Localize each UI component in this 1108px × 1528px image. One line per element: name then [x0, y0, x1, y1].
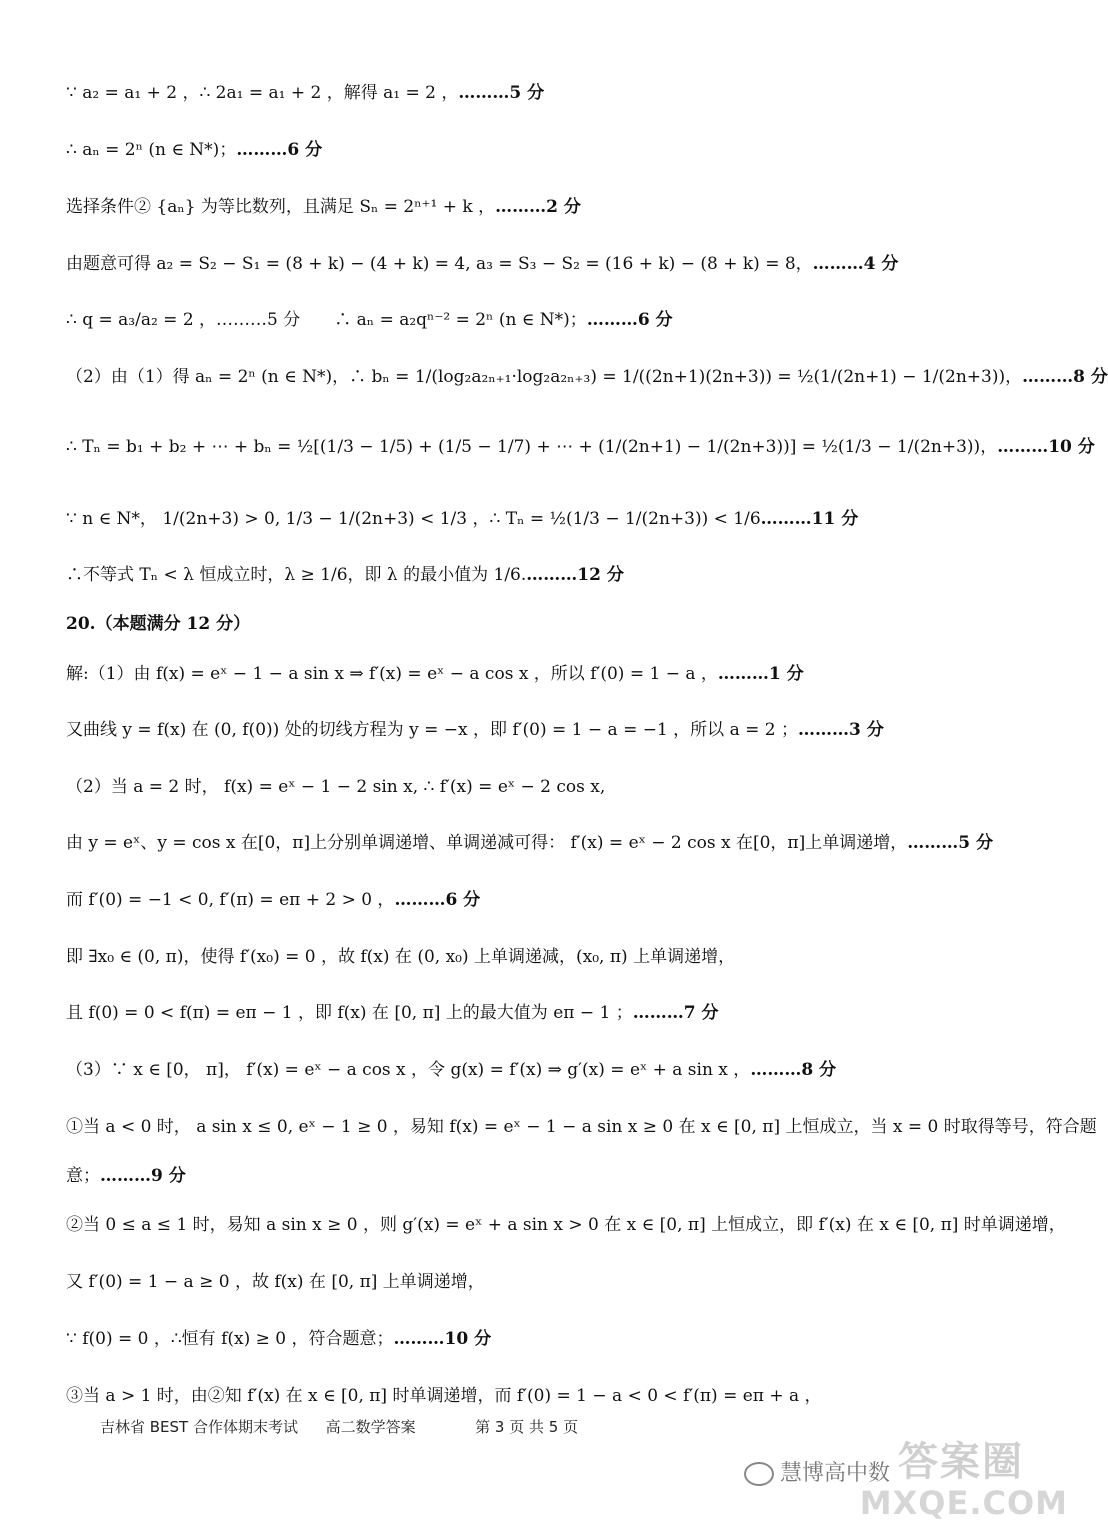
score-mark: ………10 分	[997, 437, 1095, 457]
section-heading: 20.（本题满分 12 分）	[66, 614, 251, 634]
score-mark: ………5 分	[907, 833, 993, 853]
answer-line: 而 f′(0) = −1 < 0, f′(π) = eπ + 2 > 0 ，………6 分	[66, 890, 481, 910]
answer-line: 又曲线 y = f(x) 在 (0, f(0)) 处的切线方程为 y = −x ，即 f′(0) = 1 − a = −1 ，所以 a = 2 ；………3 分	[66, 720, 884, 740]
answer-line: ②当 0 ≤ a ≤ 1 时，易知 a sin x ≥ 0 ，则 g′(x) = eˣ + a sin x > 0 在 x ∈ [0, π] 上恒成立，即 f′(x) 在 x ∈ [0, π] 时单调递增，	[66, 1215, 1066, 1235]
answer-line: ∵ n ∈ N*， 1/(2n+3) > 0, 1/3 − 1/(2n+3) < 1/3 ，∴ Tₙ = ½(1/3 − 1/(2n+3)) < 1/6………11 分	[66, 509, 859, 529]
answer-line: 且 f(0) = 0 < f(π) = eπ − 1 ，即 f(x) 在 [0, π] 上的最大值为 eπ − 1 ；………7 分	[66, 1003, 719, 1023]
answer-line: 由题意可得 a₂ = S₂ − S₁ = (8 + k) − (4 + k) = 4, a₃ = S₃ − S₂ = (16 + k) − (8 + k) = 8，………4 分	[66, 254, 899, 274]
answer-line: 解:（1）由 f(x) = eˣ − 1 − a sin x ⇒ f′(x) = eˣ − a cos x ，所以 f′(0) = 1 − a ，………1 分	[66, 664, 804, 684]
footer-page-number: 第 3 页 共 5 页	[475, 1418, 579, 1436]
answer-line: ③当 a > 1 时，由②知 f′(x) 在 x ∈ [0, π] 时单调递增，而 f′(0) = 1 − a < 0 < f′(π) = eπ + a ，	[66, 1386, 822, 1406]
wechat-icon	[744, 1462, 774, 1486]
score-mark: ………6 分	[394, 890, 481, 910]
score-mark: ………11 分	[760, 509, 859, 529]
score-mark: ………1 分	[717, 664, 804, 684]
answer-line: （2）由（1）得 aₙ = 2ⁿ (n ∈ N*)，∴ bₙ = 1/(log₂a₂ₙ₊₁·log₂a₂ₙ₊₃) = 1/((2n+1)(2n+3)) = ½(1/(2n+1) − 1/(2n+3))，………8 分	[66, 367, 1108, 387]
score-mark: ………5 分	[458, 83, 545, 103]
answer-line: ∵ f(0) = 0 ，∴恒有 f(x) ≥ 0 ，符合题意；………10 分	[66, 1329, 492, 1349]
footer-exam: 吉林省 BEST 合作体期末考试	[100, 1418, 298, 1436]
score-mark: ………6 分	[586, 310, 673, 330]
watermark-wechat: 慧博高中数	[744, 1456, 890, 1487]
watermark	[744, 1430, 1074, 1522]
score-mark: ………3 分	[798, 720, 884, 740]
page-footer	[100, 1416, 578, 1437]
answer-line: ∴ q = a₃/a₂ = 2 ，………5 分 ∴ aₙ = a₂qⁿ⁻² = 2ⁿ (n ∈ N*)；………6 分	[66, 310, 673, 330]
answer-line: ∴ aₙ = 2ⁿ (n ∈ N*)；………6 分	[66, 140, 323, 160]
answer-line: ∴不等式 Tₙ < λ 恒成立时，λ ≥ 1/6，即 λ 的最小值为 1/6.………12 分	[66, 565, 624, 585]
answer-line: 又 f′(0) = 1 − a ≥ 0 ，故 f(x) 在 [0, π] 上单调递增，	[66, 1272, 485, 1292]
footer-subject: 高二数学答案	[325, 1418, 416, 1436]
watermark-logo: 答案圈	[898, 1439, 1024, 1485]
answer-line: （2）当 a = 2 时， f(x) = eˣ − 1 − 2 sin x, ∴ f′(x) = eˣ − 2 cos x,	[66, 777, 606, 797]
answer-line: ∴ Tₙ = b₁ + b₂ + ⋯ + bₙ = ½[(1/3 − 1/5) + (1/5 − 1/7) + ⋯ + (1/(2n+1) − 1/(2n+3))] = ½(1/3 − 1/(2n+3))，………10 分	[66, 437, 1095, 457]
answer-line: ①当 a < 0 时， a sin x ≤ 0, eˣ − 1 ≥ 0 ，易知 f(x) = eˣ − 1 − a sin x ≥ 0 在 x ∈ [0, π] 上恒成立，当 x = 0 时取得等号，符合题	[66, 1117, 1097, 1137]
score-mark: ………2 分	[495, 197, 581, 217]
answer-line: 意；………9 分	[66, 1166, 186, 1186]
score-mark: ………10 分	[393, 1329, 492, 1349]
score-mark: ………12 分	[526, 565, 624, 585]
answer-line: （3）∵ x ∈ [0， π]， f′(x) = eˣ − a cos x ，令 g(x) = f′(x) ⇒ g′(x) = eˣ + a sin x ，………8 分	[66, 1060, 837, 1080]
answer-line: ∵ a₂ = a₁ + 2 ，∴ 2a₁ = a₁ + 2 ，解得 a₁ = 2 ，………5 分	[66, 83, 545, 103]
score-mark: ………8 分	[1022, 367, 1108, 387]
watermark-url: MXQE.COM	[859, 1484, 1068, 1522]
answer-line: 由 y = eˣ、y = cos x 在[0，π]上分别单调递增、单调递减可得： f′(x) = eˣ − 2 cos x 在[0，π]上单调递增，………5 分	[66, 833, 993, 853]
answer-line: 选择条件② {aₙ} 为等比数列，且满足 Sₙ = 2ⁿ⁺¹ + k ，………2 分	[66, 197, 581, 217]
score-mark: ………4 分	[812, 254, 899, 274]
score-mark: ………7 分	[632, 1003, 719, 1023]
score-mark: ………9 分	[100, 1166, 186, 1186]
answer-line: 即 ∃x₀ ∈ (0, π)，使得 f′(x₀) = 0 ，故 f(x) 在 (0, x₀) 上单调递减，(x₀, π) 上单调递增，	[66, 947, 736, 967]
score-mark: ………6 分	[236, 140, 323, 160]
score-mark: ………8 分	[750, 1060, 837, 1080]
